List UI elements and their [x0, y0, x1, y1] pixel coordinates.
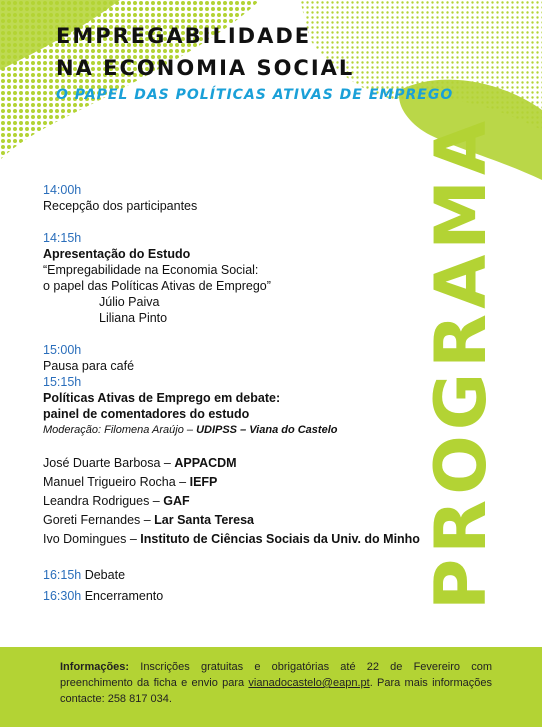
programa-side-label: PROGRAMA: [420, 115, 502, 610]
item-presentation-line-1: “Empregabilidade na Economia Social:: [43, 263, 259, 277]
subtitle: O PAPEL DAS POLÍTICAS ATIVAS DE EMPREGO: [56, 87, 454, 103]
time-4: 15:15h: [43, 375, 82, 389]
item-closing: 16:30h Encerramento: [43, 589, 164, 603]
item-presentation-line-2: o papel das Políticas Ativas de Emprego”: [43, 279, 271, 293]
time-3: 15:00h: [43, 343, 82, 357]
info-text: Informações: Inscrições gratuitas e obrigatórias até 22 de Fevereiro com preenchimento da ficha e envio para vianadocastelo@eapn.pt. Para mais informações contacte: 258 817 034.: [60, 661, 492, 705]
program-schedule: [43, 182, 420, 607]
speaker-1: Júlio Paiva: [99, 295, 160, 309]
panel-member: Leandra Rodrigues – GAF: [43, 494, 190, 508]
item-presentation-title: Apresentação do Estudo: [43, 247, 191, 261]
item-debate-title-1: Políticas Ativas de Emprego em debate:: [43, 391, 281, 405]
email-link[interactable]: vianadocastelo@eapn.pt: [248, 677, 370, 689]
item-reception: Recepção dos participantes: [43, 199, 198, 213]
info-footer: [0, 647, 542, 727]
speaker-2: Liliana Pinto: [99, 311, 168, 325]
title-line-1: EMPREGABILIDADE: [56, 24, 312, 48]
panel-member: Goreti Fernandes – Lar Santa Teresa: [43, 513, 254, 527]
panel-member: Manuel Trigueiro Rocha – IEFP: [43, 475, 218, 489]
panel-member: José Duarte Barbosa – APPACDM: [43, 456, 237, 470]
info-label: Informações:: [60, 661, 130, 673]
panel-member: Ivo Domingues – Instituto de Ciências Sociais da Univ. do Minho: [43, 532, 420, 546]
moderation-org: UDIPSS – Viana do Castelo: [196, 424, 338, 436]
time-2: 14:15h: [43, 231, 82, 245]
title-line-2: NA ECONOMIA SOCIAL: [56, 56, 355, 80]
item-debate: 16:15h Debate: [43, 568, 126, 582]
item-debate-title-2: painel de comentadores do estudo: [43, 407, 250, 421]
item-coffee-break: Pausa para café: [43, 359, 135, 373]
time-1: 14:00h: [43, 183, 82, 197]
moderation-label: Moderação: Filomena Araújo –: [43, 424, 197, 436]
moderation-line: [43, 422, 420, 438]
